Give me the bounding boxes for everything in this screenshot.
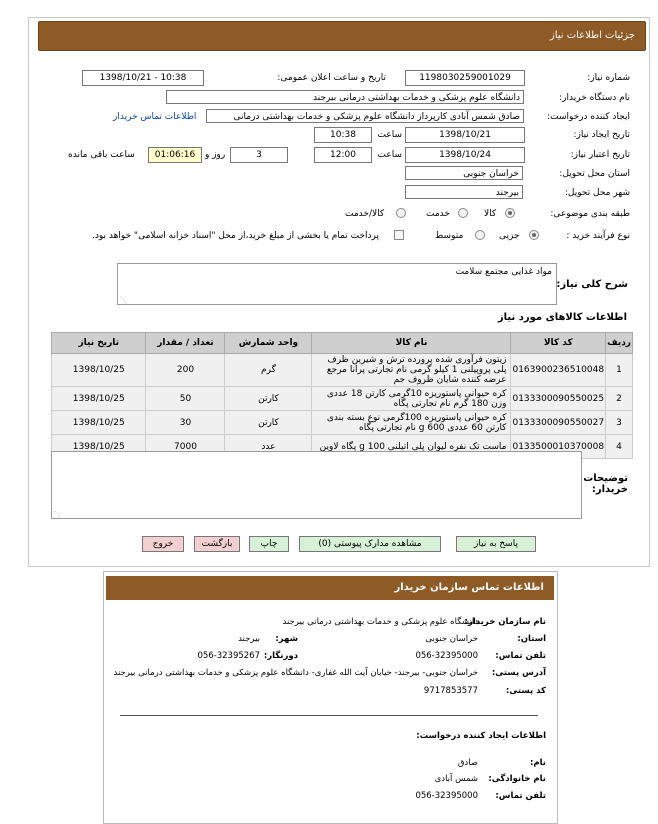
creator-lname-label: نام خانوادگی:: [488, 774, 546, 784]
cell-qty: 30: [146, 411, 225, 435]
announce-label: تاریخ و ساعت اعلان عمومی:: [277, 73, 386, 83]
category-radio-service[interactable]: [458, 208, 468, 218]
contact-city-label: شهر:: [275, 634, 298, 644]
contact-header: [106, 576, 554, 600]
contact-address-label: آدرس پستی:: [491, 668, 546, 678]
contact-org-value: دانشگاه علوم پزشکی و خدمات بهداشتی درمانی بیرجند: [282, 617, 478, 627]
reply-button[interactable]: پاسخ به نیاز: [456, 536, 536, 552]
category-label: طبقه بندی موضوعی:: [550, 209, 630, 219]
purchase-radio-medium[interactable]: [475, 230, 485, 240]
contact-panel: [103, 571, 558, 824]
purchase-option-medium: متوسط: [435, 231, 464, 241]
col-unit: واحد شمارش: [225, 333, 312, 354]
exit-button[interactable]: خروج: [142, 536, 184, 552]
create-time-label: ساعت: [377, 130, 402, 140]
cell-row: 2: [606, 387, 633, 411]
print-button[interactable]: چاپ: [249, 536, 289, 552]
col-qty: تعداد / مقدار: [146, 333, 225, 354]
back-button[interactable]: بازگشت: [194, 536, 240, 552]
category-option-both: کالا/خدمت: [345, 209, 385, 219]
cell-unit: کارتن: [225, 387, 312, 411]
buyer-contact-link[interactable]: اطلاعات تماس خریدار: [113, 112, 197, 122]
create-time-field[interactable]: 10:38: [314, 127, 372, 143]
col-name: نام کالا: [312, 333, 511, 354]
view-docs-button[interactable]: مشاهده مدارک پیوستی (0): [299, 536, 441, 552]
creator-fname-label: نام:: [529, 758, 546, 768]
province-label: استان محل تحویل:: [559, 169, 630, 179]
contact-fax-label: دورنگار:: [263, 651, 298, 661]
resize-grip-icon[interactable]: ⋰: [120, 296, 127, 304]
cell-date: 1398/10/25: [52, 387, 146, 411]
need-number-field[interactable]: 1198030259001029: [405, 70, 525, 86]
creator-section-title: اطلاعات ایجاد کننده درخواست:: [416, 731, 546, 741]
creator-field[interactable]: صادق شمس آبادی کارپرداز دانشگاه علوم پزشکی و خدمات بهداشتی درمانی: [206, 109, 524, 123]
validity-label: تاریخ اعتبار نیاز:: [570, 150, 630, 160]
creator-lname-value: شمس آبادی: [434, 774, 478, 784]
page-title: جزئیات اطلاعات نیاز: [549, 30, 635, 41]
contact-phone-label: تلفن تماس:: [495, 651, 546, 661]
cell-name: زیتون فرآوری شده پرورده ترش و شیرین ظرف پلی پروپیلنی 1 کیلو گرمی نام تجارتی پرانا مرجع عرضه کننده شایان ظروف جم: [312, 354, 511, 387]
category-radio-both[interactable]: [396, 208, 406, 218]
need-number-label: شماره نیاز:: [587, 73, 630, 83]
create-date-label: تاریخ ایجاد نیاز:: [573, 130, 630, 140]
purchase-type-label: نوع فرآیند خرید :: [566, 231, 630, 241]
validity-date-field[interactable]: 1398/10/24: [405, 147, 525, 163]
page-header: [38, 21, 646, 51]
cell-name: کره حیوانی پاستوریزه 10گرمی کارتن 18 عددی وزن 180 گرم نام تجارتی پگاه: [312, 387, 511, 411]
validity-time-field[interactable]: 12:00: [314, 147, 372, 163]
cell-date: 1398/10/25: [52, 435, 146, 459]
buyer-notes-label: توضیحات خریدار:: [583, 473, 628, 495]
buyer-notes-box[interactable]: [51, 451, 582, 519]
cell-row: 1: [606, 354, 633, 387]
table-row[interactable]: [52, 387, 633, 411]
contact-phone-value: 056-32395000: [415, 651, 478, 661]
category-radio-goods[interactable]: [505, 208, 515, 218]
creator-label: ایجاد کننده درخواست:: [547, 112, 630, 122]
cell-name: کره حیوانی پاستوریزه 100گرمی نوع بسته بندی کارتن 60 عددی 600 g نام تجارتی پگاه: [312, 411, 511, 435]
create-date-field[interactable]: 1398/10/21: [405, 127, 525, 143]
contact-address-value: خراسان جنوبی- بیرجند- خیابان آیت الله غفاری- دانشگاه علوم پزشکی و خدمات بهداشتی درمانی بیرجند: [113, 668, 478, 678]
validity-time-label: ساعت: [377, 150, 402, 160]
contact-province-label: استان:: [517, 634, 546, 644]
cell-date: 1398/10/25: [52, 411, 146, 435]
cell-code: 0133300090550025: [511, 387, 606, 411]
buyer-org-field[interactable]: دانشگاه علوم پزشکی و خدمات بهداشتی درمانی بیرجند: [166, 90, 524, 104]
province-field[interactable]: خراسان جنوبی: [405, 166, 523, 180]
city-field[interactable]: بیرجند: [405, 185, 523, 199]
table-header-row: [52, 333, 633, 354]
cell-unit: عدد: [225, 435, 312, 459]
general-desc-text: مواد غذایی مجتمع سلامت: [455, 267, 552, 277]
contact-city-value: بیرجند: [238, 634, 260, 644]
general-desc-box[interactable]: [117, 263, 557, 305]
contact-fax-value: 056-32395267: [197, 651, 260, 661]
cell-unit: گرم: [225, 354, 312, 387]
cell-code: 0133500010370008: [511, 435, 606, 459]
treasury-checkbox[interactable]: [394, 230, 404, 240]
days-label: روز و: [205, 150, 226, 160]
col-code: کد کالا: [511, 333, 606, 354]
items-title: اطلاعات کالاهای مورد نیاز: [497, 312, 627, 323]
col-date: تاریخ نیاز: [52, 333, 146, 354]
cell-qty: 7000: [146, 435, 225, 459]
treasury-note: پرداخت تمام یا بخشی از مبلغ خرید،از محل "اسناد خزانه اسلامی" خواهد بود.: [92, 231, 380, 241]
creator-phone-label: تلفن تماس:: [495, 791, 546, 801]
cell-row: 3: [606, 411, 633, 435]
general-desc-label: شرح کلی نیاز:: [556, 279, 628, 290]
remaining-time-field: 01:06:16: [148, 147, 202, 163]
contact-province-value: خراسان جنوبی: [425, 634, 478, 644]
cell-row: 4: [606, 435, 633, 459]
days-field[interactable]: 3: [230, 147, 288, 163]
cell-unit: کارتن: [225, 411, 312, 435]
table-row[interactable]: [52, 354, 633, 387]
announce-field[interactable]: 1398/10/21 - 10:38: [82, 70, 204, 86]
contact-postal-value: 9717853577: [423, 686, 478, 696]
cell-name: ماست تک نفره لیوان پلی اتیلنی 100 g پگاه لاوین: [312, 435, 511, 459]
creator-fname-value: صادق: [457, 758, 478, 768]
purchase-option-minor: جزیی: [499, 231, 520, 241]
purchase-radio-minor[interactable]: [529, 230, 539, 240]
cell-date: 1398/10/25: [52, 354, 146, 387]
contact-divider: [120, 715, 538, 716]
items-table: [51, 332, 633, 459]
remaining-label: ساعت باقی مانده: [68, 150, 135, 160]
buyer-org-label: نام دستگاه خریدار:: [559, 93, 630, 103]
category-option-goods: کالا: [484, 209, 497, 219]
city-label: شهر محل تحویل:: [564, 188, 630, 198]
resize-grip-icon[interactable]: ⋰: [54, 510, 61, 518]
creator-phone-value: 056-32395000: [415, 791, 478, 801]
cell-code: 0133300090550027: [511, 411, 606, 435]
cell-qty: 50: [146, 387, 225, 411]
col-row: ردیف: [606, 333, 633, 354]
category-option-service: خدمت: [426, 209, 450, 219]
table-row[interactable]: [52, 411, 633, 435]
contact-org-label: نام سازمان خریدار:: [464, 617, 546, 627]
cell-qty: 200: [146, 354, 225, 387]
contact-postal-label: کد پستی:: [505, 686, 546, 696]
cell-code: 0163900236510048: [511, 354, 606, 387]
contact-title: اطلاعات تماس سازمان خریدار: [394, 582, 544, 593]
